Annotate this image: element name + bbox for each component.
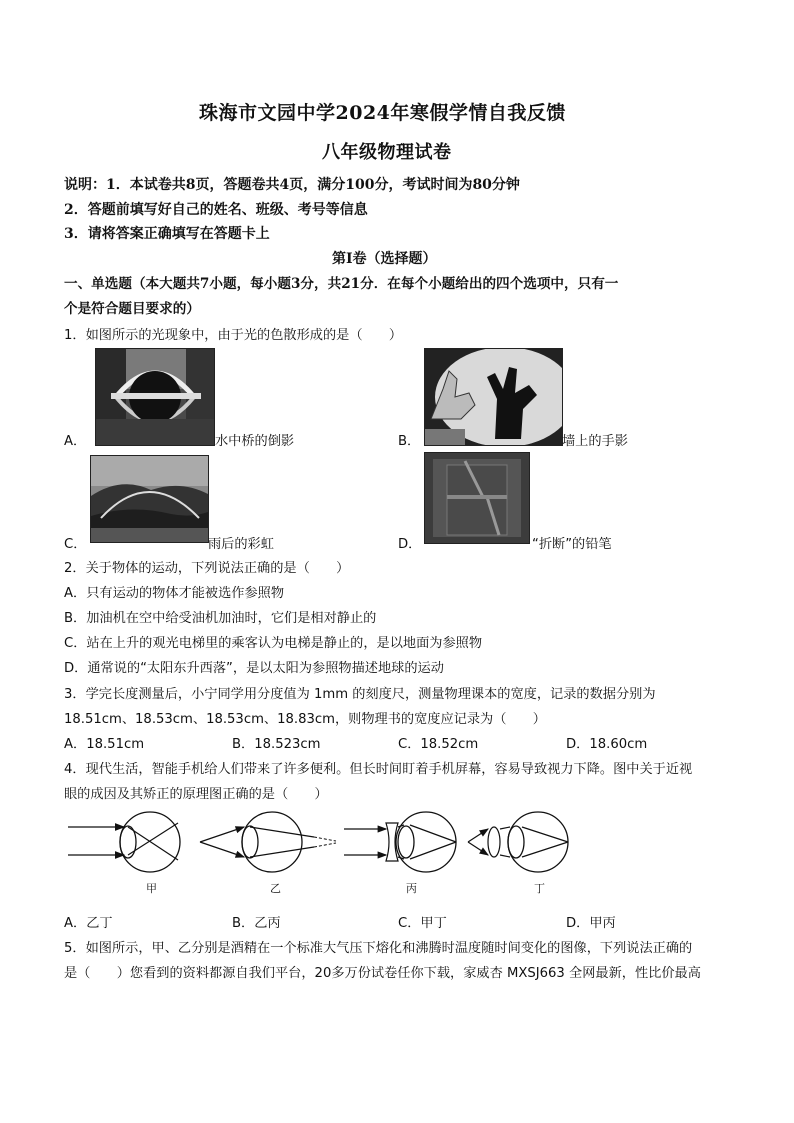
eye-diagram-jia [68, 812, 180, 872]
eye-optics-diagram [64, 805, 584, 895]
eye-diagram-ding [468, 812, 568, 872]
q2-option-c[interactable]: C．站在上升的观光电梯里的乘客认为电梯是静止的，是以地面为参照物 [64, 636, 483, 651]
q1-option-d-caption: “折断”的铅笔 [532, 537, 612, 552]
q3-stem-line-2: 18.51cm、18.53cm、18.53cm、18.83cm，则物理书的宽度应记录为（ ） [64, 712, 546, 727]
page-title: 珠海市文园中学2024年寒假学情自我反馈 [199, 102, 566, 124]
q4-option-b[interactable]: B．乙丙 [232, 916, 281, 931]
instruction-line-1: 说明：1．本试卷共8页，答题卷共4页，满分100分，考试时间为80分钟 [64, 177, 520, 193]
part-heading-line-1: 一、单选题（本大题共7小题，每小题3分，共21分．在每个小题给出的四个选项中，只有一 [64, 276, 619, 292]
eye-diagram-bing [344, 812, 456, 872]
instruction-line-2: 2．答题前填写好自己的姓名、班级、考号等信息 [64, 202, 368, 218]
rainbow-photo [90, 455, 209, 543]
q1-option-b-letter[interactable]: B． [398, 434, 421, 449]
diagram-label-yi: 乙 [270, 882, 281, 895]
q4-stem-line-2: 眼的成因及其矫正的原理图正确的是（ ） [64, 787, 328, 802]
q1-option-a-letter[interactable]: A． [64, 434, 87, 449]
q1-option-a-caption: 水中桥的倒影 [215, 434, 295, 449]
q3-option-d[interactable]: D．18.60cm [566, 737, 648, 752]
q1-option-c-letter[interactable]: C． [64, 537, 87, 552]
q2-stem: 2．关于物体的运动，下列说法正确的是（ ） [64, 561, 350, 576]
q4-option-a[interactable]: A．乙丁 [64, 916, 113, 931]
q4-option-d[interactable]: D．甲丙 [566, 916, 616, 931]
q4-option-c[interactable]: C．甲丁 [398, 916, 447, 931]
q1-option-c-caption: 雨后的彩虹 [208, 537, 274, 552]
part-heading-line-2: 个是符合题目要求的） [64, 301, 200, 317]
q5-stem-line-1: 5．如图所示，甲、乙分别是酒精在一个标准大气压下熔化和沸腾时温度随时间变化的图像，下列说法正确的 [64, 941, 693, 956]
bridge-reflection-photo [95, 348, 215, 446]
q1-option-b-caption: 墙上的手影 [562, 434, 628, 449]
q5-stem-line-2: 是（ ）您看到的资料都源自我们平台，20多万份试卷任你下载，家威杏 MXSJ663 全网最新，性比价最高 [64, 966, 701, 981]
instruction-line-3: 3．请将答案正确填写在答题卡上 [64, 226, 270, 242]
q3-stem-line-1: 3．学完长度测量后，小宁同学用分度值为 1mm 的刻度尺，测量物理课本的宽度，记录的数据分别为 [64, 687, 656, 702]
diagram-label-ding: 丁 [534, 882, 545, 895]
diagram-label-jia: 甲 [146, 882, 157, 895]
eye-diagram-yi [200, 812, 336, 872]
q3-option-c[interactable]: C．18.52cm [398, 737, 479, 752]
q2-option-a[interactable]: A．只有运动的物体才能被选作参照物 [64, 586, 285, 601]
q3-option-a[interactable]: A．18.51cm [64, 737, 145, 752]
q4-stem-line-1: 4．现代生活，智能手机给人们带来了许多便利。但长时间盯着手机屏幕，容易导致视力下降。图中关于近视 [64, 762, 693, 777]
q1-stem: 1．如图所示的光现象中，由于光的色散形成的是（ ） [64, 328, 403, 343]
hand-shadow-photo [424, 348, 563, 446]
q1-option-d-letter[interactable]: D． [398, 537, 422, 552]
q3-option-b[interactable]: B．18.523cm [232, 737, 321, 752]
q2-option-d[interactable]: D．通常说的“太阳东升西落”，是以太阳为参照物描述地球的运动 [64, 661, 444, 676]
page-subtitle: 八年级物理试卷 [322, 142, 452, 163]
broken-pencil-photo [424, 452, 530, 544]
q2-option-b[interactable]: B．加油机在空中给受油机加油时，它们是相对静止的 [64, 611, 377, 626]
section-title: 第Ⅰ卷（选择题） [332, 251, 437, 267]
diagram-label-bing: 丙 [406, 882, 417, 895]
